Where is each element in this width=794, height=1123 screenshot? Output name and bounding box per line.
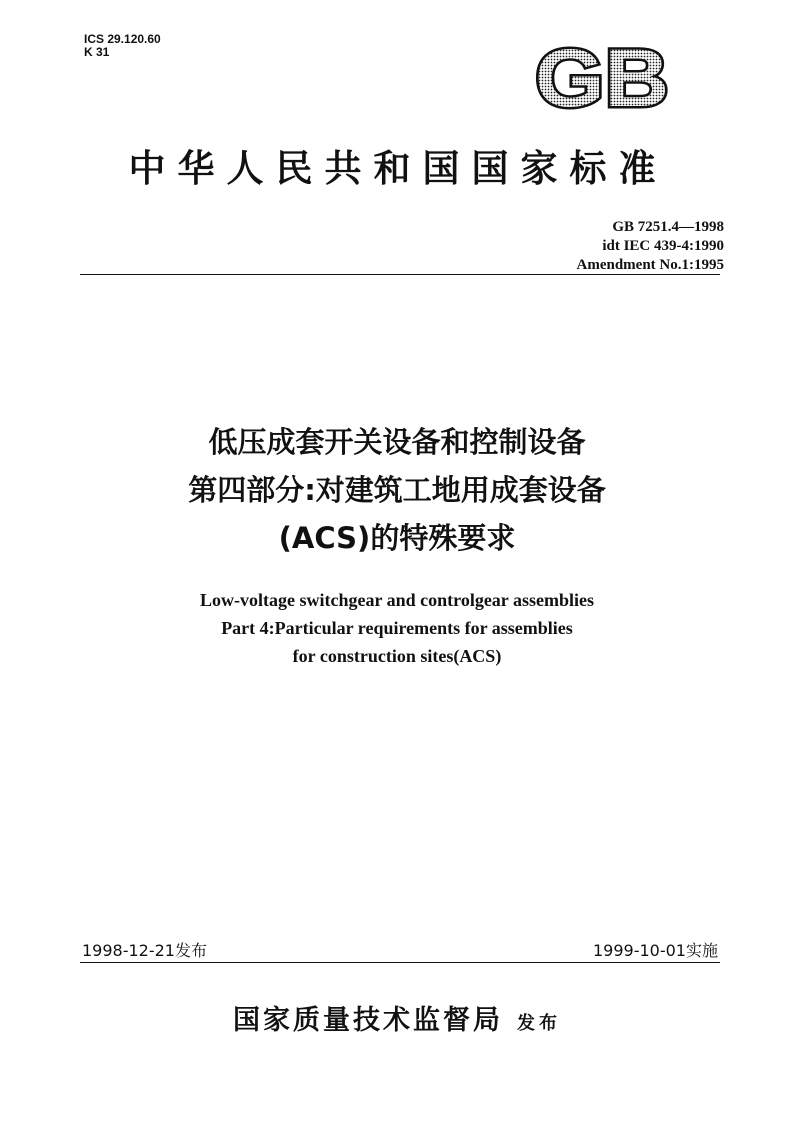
issuer-verb: 发布 xyxy=(517,1013,561,1034)
issuer-line xyxy=(60,998,734,1037)
english-title xyxy=(60,586,734,670)
idt-reference: idt IEC 439-4:1990 xyxy=(602,238,724,254)
english-title-line-1: Low-voltage switchgear and controlgear assemblies xyxy=(200,590,594,610)
bottom-divider xyxy=(80,962,720,963)
standard-identifiers xyxy=(577,218,725,275)
issue-date: 1998-12-21发布 xyxy=(82,941,207,960)
national-standard-title: 中华人民共和国国家标准 xyxy=(128,147,668,190)
category-code: K 31 xyxy=(84,45,110,59)
english-title-line-3: for construction sites(ACS) xyxy=(292,646,502,666)
gb-logo xyxy=(532,40,672,116)
english-title-line-2: Part 4:Particular requirements for assemblies xyxy=(221,618,573,638)
classification-codes xyxy=(84,33,161,59)
amendment: Amendment No.1:1995 xyxy=(576,257,724,273)
ics-code: ICS 29.120.60 xyxy=(84,32,161,46)
issuer-name: 国家质量技术监督局 xyxy=(233,1005,503,1036)
chinese-title-line-3: (ACS)的特殊要求 xyxy=(278,521,516,555)
standard-number: GB 7251.4—1998 xyxy=(612,219,724,235)
implementation-date: 1999-10-01实施 xyxy=(593,941,718,960)
chinese-title xyxy=(60,418,734,562)
gb-logo-text: GB xyxy=(535,40,669,116)
top-divider xyxy=(80,274,720,275)
chinese-title-line-1: 低压成套开关设备和控制设备 xyxy=(208,425,586,459)
chinese-title-line-2: 第四部分:对建筑工地用成套设备 xyxy=(188,473,606,507)
